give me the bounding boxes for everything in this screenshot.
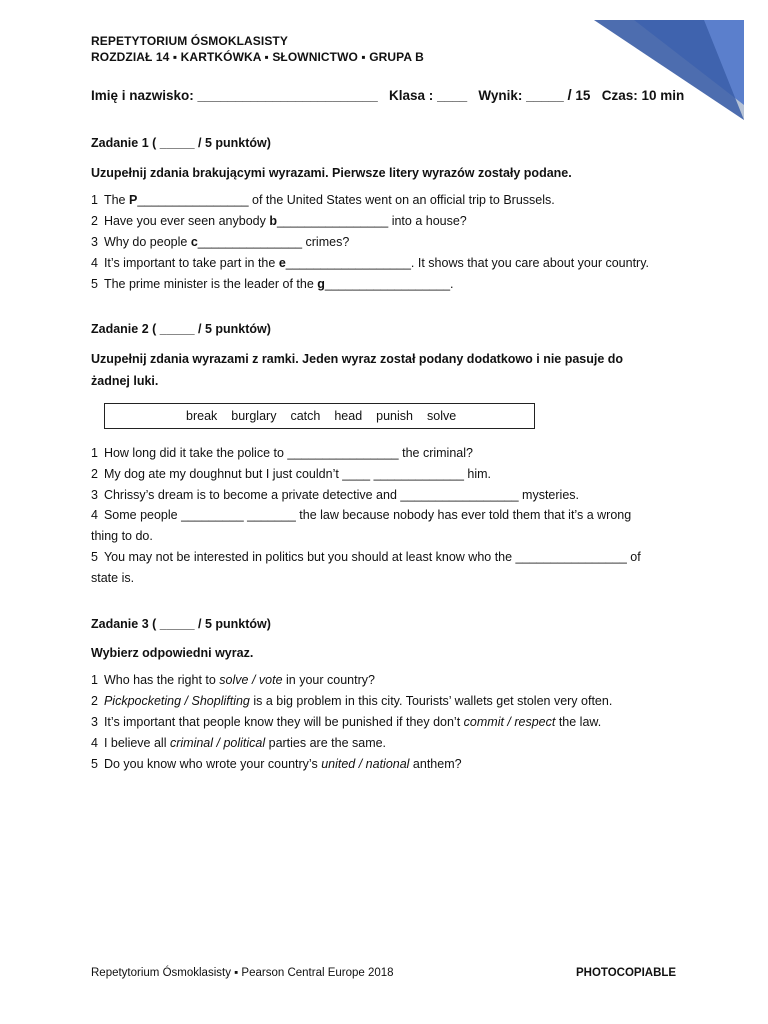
item-first-letter: c bbox=[190, 235, 198, 249]
task1-item bbox=[91, 214, 467, 228]
word-choice[interactable]: solve / vote bbox=[219, 673, 283, 687]
class-blank[interactable]: ____ bbox=[437, 88, 468, 103]
item-number: 3 bbox=[91, 235, 98, 249]
item-number: 4 bbox=[91, 508, 98, 522]
item-number: 4 bbox=[91, 736, 98, 750]
item-number: 5 bbox=[91, 550, 98, 564]
item-number: 1 bbox=[91, 446, 98, 460]
task2-item bbox=[91, 505, 661, 547]
corner-decoration bbox=[594, 20, 744, 120]
header-title: REPETYTORIUM ÓSMOKLASISTY bbox=[91, 34, 288, 48]
item-text: My dog ate my doughnut but I just couldn’t ____ _____________ him. bbox=[103, 467, 492, 481]
item-first-letter: e bbox=[278, 256, 286, 270]
item-number: 4 bbox=[91, 256, 98, 270]
word-option: solve bbox=[427, 409, 457, 423]
task3-item bbox=[91, 673, 375, 687]
word-choice[interactable]: Pickpocketing / Shoplifting bbox=[103, 694, 250, 708]
item-text: Some people _________ _______ the law because nobody has ever told them that it’s a wrong thing to do. bbox=[91, 508, 632, 543]
word-option: head bbox=[334, 409, 363, 423]
item-number: 5 bbox=[91, 277, 98, 291]
word-option: burglary bbox=[231, 409, 277, 423]
item-text-after: . bbox=[450, 277, 454, 291]
answer-blank[interactable]: ________________ bbox=[137, 193, 249, 207]
name-label: Imię i nazwisko: bbox=[91, 88, 194, 103]
task3-title: Zadanie 3 ( _____ / 5 punktów) bbox=[91, 617, 271, 631]
item-text-after: of the United States went on an official trip to Brussels. bbox=[248, 193, 555, 207]
item-text-after: into a house? bbox=[388, 214, 467, 228]
answer-blank[interactable]: __________________ bbox=[285, 256, 411, 270]
task1-instruction: Uzupełnij zdania brakującymi wyrazami. Pierwsze litery wyrazów zostały podane. bbox=[91, 166, 572, 180]
score-slash: / bbox=[567, 87, 572, 104]
item-text-before: The bbox=[103, 193, 129, 207]
class-label: Klasa : bbox=[389, 88, 434, 103]
item-number: 3 bbox=[91, 488, 98, 502]
footer-copyright: Repetytorium Ósmoklasisty ▪ Pearson Central Europe 2018 bbox=[91, 967, 394, 979]
item-text-after: in your country? bbox=[282, 673, 375, 687]
item-number: 5 bbox=[91, 757, 98, 771]
word-option: catch bbox=[290, 409, 321, 423]
task3-instruction: Wybierz odpowiedni wyraz. bbox=[91, 646, 254, 660]
task3-item bbox=[91, 736, 386, 750]
score-blank[interactable]: _____ bbox=[526, 88, 564, 103]
task2-instruction: Uzupełnij zdania wyrazami z ramki. Jeden wyraz został podany dodatkowo i nie pasuje do żadnej luki. bbox=[91, 352, 624, 388]
task3-item bbox=[91, 757, 462, 771]
item-first-letter: P bbox=[128, 193, 138, 207]
item-text-before: Have you ever seen anybody bbox=[103, 214, 270, 228]
item-number: 2 bbox=[91, 214, 98, 228]
item-first-letter: b bbox=[269, 214, 277, 228]
item-text: Chrissy’s dream is to become a private detective and _________________ mysteries. bbox=[103, 488, 579, 502]
item-first-letter: g bbox=[317, 277, 325, 291]
task1-item bbox=[91, 235, 349, 249]
answer-blank[interactable]: ________________ bbox=[276, 214, 389, 228]
task1-title: Zadanie 1 ( _____ / 5 punktów) bbox=[91, 136, 271, 150]
task2-title: Zadanie 2 ( _____ / 5 punktów) bbox=[91, 322, 271, 336]
word-choice[interactable]: criminal / political bbox=[169, 736, 266, 750]
word-option: break bbox=[186, 409, 218, 423]
item-number: 2 bbox=[91, 694, 98, 708]
word-list bbox=[186, 409, 470, 423]
item-number: 1 bbox=[91, 673, 98, 687]
header-subtitle: ROZDZIAŁ 14 ▪ KARTKÓWKA ▪ SŁOWNICTWO ▪ GRUPA B bbox=[91, 50, 424, 64]
item-number: 2 bbox=[91, 467, 98, 481]
item-text-after: parties are the same. bbox=[265, 736, 387, 750]
task1-item bbox=[91, 277, 454, 291]
item-text-before: The prime minister is the leader of the bbox=[103, 277, 318, 291]
task1-item bbox=[91, 256, 649, 270]
item-text-before: Who has the right to bbox=[103, 673, 220, 687]
task2-item bbox=[91, 488, 579, 502]
item-text-before: It’s important to take part in the bbox=[103, 256, 279, 270]
item-text-after: the law. bbox=[555, 715, 602, 729]
item-text: You may not be interested in politics but you should at least know who the ________________ of state is. bbox=[91, 550, 641, 585]
student-info-line bbox=[91, 87, 684, 104]
item-text-before: Do you know who wrote your country’s bbox=[103, 757, 322, 771]
item-text-after: anthem? bbox=[409, 757, 462, 771]
score-total: 15 bbox=[575, 88, 591, 103]
task1-item bbox=[91, 193, 555, 207]
name-blank[interactable]: ________________________ bbox=[197, 88, 378, 103]
item-text-after: crimes? bbox=[302, 235, 350, 249]
time-label: Czas: 10 min bbox=[601, 88, 685, 103]
task2-item bbox=[91, 467, 491, 481]
item-text-before: I believe all bbox=[103, 736, 170, 750]
answer-blank[interactable]: __________________ bbox=[324, 277, 451, 291]
item-number: 1 bbox=[91, 193, 98, 207]
item-text-before: It’s important that people know they will be punished if they don’t bbox=[103, 715, 464, 729]
item-text-before: Why do people bbox=[103, 235, 191, 249]
score-label: Wynik: bbox=[478, 88, 523, 103]
word-box bbox=[104, 403, 535, 429]
answer-blank[interactable]: _______________ bbox=[197, 235, 303, 249]
word-choice[interactable]: united / national bbox=[321, 757, 410, 771]
task3-item bbox=[91, 715, 601, 729]
footer-photocopiable: PHOTOCOPIABLE bbox=[576, 967, 677, 979]
task3-item bbox=[91, 694, 612, 708]
word-choice[interactable]: commit / respect bbox=[463, 715, 556, 729]
item-text-after: . It shows that you care about your country. bbox=[410, 256, 650, 270]
item-number: 3 bbox=[91, 715, 98, 729]
item-text-after: is a big problem in this city. Tourists’ wallets get stolen very often. bbox=[249, 694, 613, 708]
task2-item bbox=[91, 547, 661, 589]
item-text: How long did it take the police to ________________ the criminal? bbox=[103, 446, 473, 460]
word-option: punish bbox=[376, 409, 413, 423]
task2-item bbox=[91, 446, 473, 460]
